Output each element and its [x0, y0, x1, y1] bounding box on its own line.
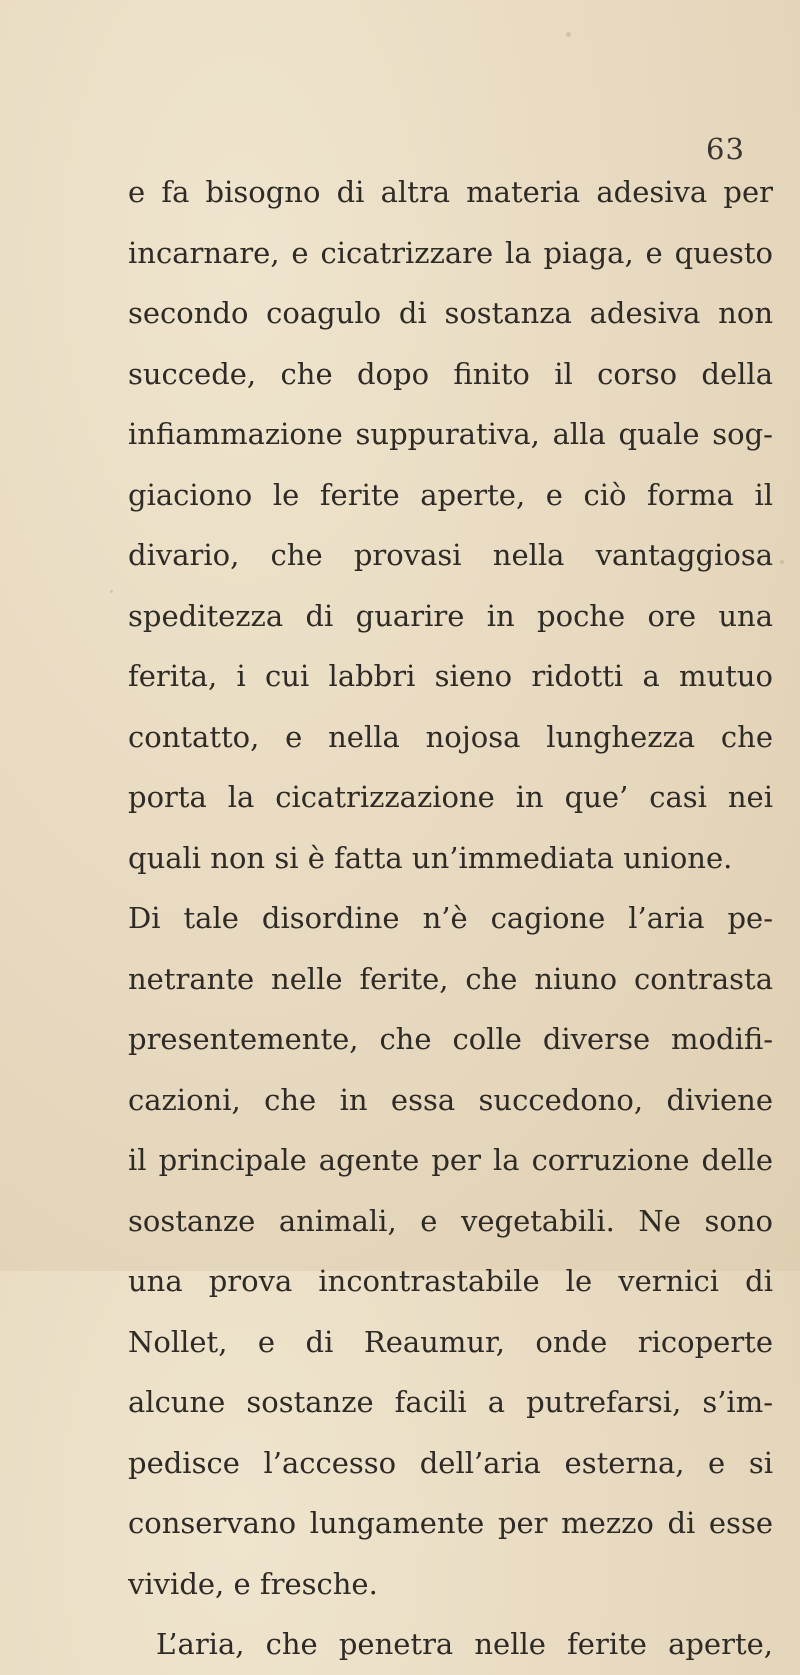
text-line: speditezza di guarire in poche ore una: [128, 598, 773, 633]
text-line: pedisce l’accesso dell’aria esterna, e si: [128, 1445, 773, 1480]
text-line: ferita, i cui labbri sieno ridotti a mutuo: [128, 659, 773, 693]
text-line: secondo coagulo di sostanza adesiva non: [128, 296, 773, 330]
body-text: [128, 162, 773, 1675]
text-line: giaciono le ferite aperte, e ciò forma il: [128, 477, 773, 512]
text-line: incarnare, e cicatrizzare la piaga, e questo: [128, 235, 773, 270]
text-line: Nollet, e di Reaumur, onde ricoperte: [128, 1324, 773, 1359]
text-line: contatto, e nella nojosa lunghezza che: [128, 719, 773, 754]
text-line: alcune sostanze facili a putrefarsi, s’im-: [128, 1385, 773, 1419]
text-line: cazioni, che in essa succedono, diviene: [128, 1082, 773, 1117]
text-line: quali non si è fatta un’immediata unione.: [128, 840, 733, 875]
text-line: divario, che provasi nella vantaggiosa: [128, 538, 773, 572]
page-number: 63: [706, 132, 745, 166]
text-line: conservano lungamente per mezzo di esse: [128, 1506, 773, 1540]
paper-speck: [566, 32, 571, 37]
text-line: Di tale disordine n’è cagione l’aria pe-: [128, 901, 773, 935]
text-line: presentemente, che colle diverse modifi-: [128, 1022, 773, 1056]
text-line: netrante nelle ferite, che niuno contrasta: [128, 961, 773, 996]
text-line: porta la cicatrizzazione in que’ casi nei: [128, 780, 773, 814]
text-line: infiammazione suppurativa, alla quale sog-: [128, 417, 773, 451]
text-line: il principale agente per la corruzione delle: [128, 1143, 773, 1177]
paper-speck: [780, 560, 784, 564]
text-line: e fa bisogno di altra materia adesiva per: [128, 175, 773, 209]
text-line: L’aria, che penetra nelle ferite aperte,: [156, 1627, 773, 1661]
paper-speck: [110, 590, 113, 593]
text-line: succede, che dopo finito il corso della: [128, 356, 773, 391]
text-line: una prova incontrastabile le vernici di: [128, 1264, 773, 1298]
text-line: sostanze animali, e vegetabili. Ne sono: [128, 1203, 773, 1238]
text-line: vivide, e fresche.: [128, 1566, 378, 1601]
